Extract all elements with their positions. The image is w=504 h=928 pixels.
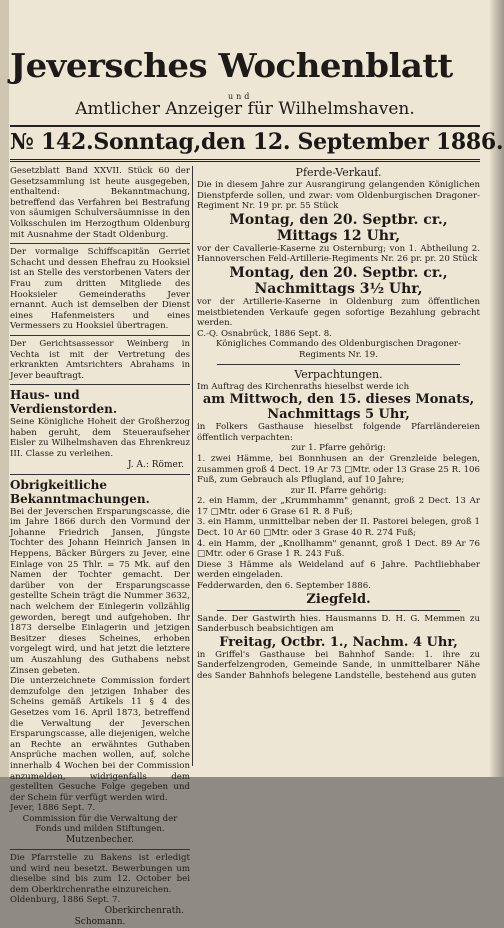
place-date-jever: Jever, 1886 Sept. 7.: [10, 803, 96, 814]
issue-line: [10, 129, 504, 155]
issue-date: den 12. September 1886.: [200, 129, 504, 155]
column-divider: [192, 166, 193, 766]
commission-name: Commission für die Verwaltung der Fonds und milden Stiftungen.: [22, 813, 178, 835]
ad-pferde-place: C.-Q. Osnabrück, 1886 Sept. 8.: [197, 328, 332, 339]
notice-commission: Die unterzeichnete Commission fordert demzufolge den jetzigen Inhaber des Scheins gemäß Artikels 11 § 4 des Gesetzes vom 16. April 1873, betreffend die Verwaltung der Jeverschen Ersparungscasse, alle diejenigen, welche an Rechte an erwähntes Guthaben Ansprüche machen wollen, auf, solche innerhalb 4 Wochen bei der Commission anzumelden, widrigenfalls dem gestellten Gesuche Folge gegeben und der Schein für verfügt werden wird.: [10, 676, 190, 803]
notice-pfarrstelle: Die Pfarrstelle zu Bakens ist erledigt und wird neu besetzt. Bewerbungen um dieselbe sind bis zum 12. October bei dem Oberkirchenrathe einzureichen.: [10, 853, 190, 895]
signature-mutzenbecher: Mutzenbecher.: [66, 835, 134, 846]
ad-verpachtungen-text-2: in Folkers Gasthause hieselbst folgende Pfarrländereien öffentlich verpachten:: [197, 422, 480, 443]
ad-verpachtungen-heading: Verpachtungen.: [294, 367, 383, 381]
ad-pferde-signature: Königliches Commando des Oldenburgischen Dragoner-Regiments Nr. 19.: [216, 339, 461, 360]
signature-roemer: J. A.: Römer.: [127, 459, 184, 470]
ad-verpachtungen-pfarre-2: zur II. Pfarre gehörig:: [290, 485, 387, 496]
signature-oberkirchenrath: Oberkirchenrath.: [104, 906, 184, 917]
ad-sande-text: Sande. Der Gastwirth hies. Hausmanns D. H. G. Memmen zu Sanderbusch beabsichtigen am: [197, 613, 480, 635]
ad-pferde-text: Die in diesem Jahre zur Ausrangirung gelangenden Königlichen Dienstpferde sollen, und zwar: vom Oldenburgischen Dragoner-Regiment Nr. 19 pr. pr. 55 Stück: [197, 180, 480, 212]
separator: [10, 384, 190, 385]
notice-weinberg: Der Gerichtsassessor Weinberg in Vechta ist mit der Vertretung des erkrankten Amtsrichters Abrahams in Jever beauftragt.: [10, 338, 190, 381]
signature-schomann: Schomann.: [74, 917, 126, 928]
ad-verpachtungen-item-2: 2. ein Hamm, der „Krummhamm" genannt, groß 2 Dect. 13 Ar 17 □Mtr. oder 6 Grase 61 R. 8 Fuß;: [197, 496, 480, 517]
issue-number: № 142.: [10, 129, 94, 155]
ad-pferde-text-2: vor der Cavallerie-Kaserne zu Osternburg; von 1. Abtheilung 2. Hannoverschen Feld-Artillerie-Regiments Nr. 26 pr. pr. 20 Stück: [197, 243, 480, 265]
notice-ehrenkreuz: Seine Königliche Hoheit der Großherzog haben geruht, dem Steueraufseher Eisler zu Wilhelmshaven das Ehrenkreuz III. Classe zu verleihen.: [10, 417, 190, 460]
newspaper-title: Jeversches Wochenblatt: [10, 46, 453, 85]
ad-pferde-date-2: Montag, den 20. Septbr. cr., Nachmittags 3½ Uhr,: [229, 264, 448, 297]
separator: [10, 335, 190, 336]
separator: [10, 849, 190, 850]
masthead: [10, 40, 480, 92]
separator: [217, 610, 460, 611]
notice-ersparungscasse: Bei der Jeverschen Ersparungscasse, die im Jahre 1866 durch den Vormund der Johanne Friedrich Jansen, Jüngste Tochter des Johann Heinrich Jansen in Heppens, Bäcker Bürgers zu Jever, eine Einlage von 25 Thlr. = 75 Mk. auf den Namen der Tochter gemacht. Der darüber von der Ersparungscasse gestellte Schein trägt die Nummer 3632, nach welchem der Einlegerin vollzählig geworden, beregt und aufgehoben. Ihr 1873 derselbe Einlagerin und jetzigen Besitzer dieses Scheines, erhoben vorgelegt wird, und hat jetzt die letztere um Auszahlung des Guthabens nebst Zinsen gebeten.: [10, 506, 190, 676]
ad-verpachtungen-signature: Ziegfeld.: [306, 591, 371, 607]
notice-gesetzblatt: Gesetzblatt Band XXVII. Stück 60 der Gesetzsammlung ist heute ausgegeben, enthaltend: Bekanntmachung, betreffend das Verfahren bei Bestrafung von säumigen Schulversäumnisse in den Volksschulen im Herzogthum Oldenburg mit Ausnahme der Stadt Oldenburg.: [10, 166, 190, 240]
place-date-oldenburg: Oldenburg, 1886 Sept. 7.: [10, 895, 121, 906]
masthead-rule: [10, 125, 480, 127]
ad-sande-date: Freitag, Octbr. 1., Nachm. 4 Uhr,: [219, 634, 458, 650]
ad-verpachtungen-place: Fedderwarden, den 6. September 1886.: [197, 581, 371, 592]
ad-verpachtungen-text-3: Diese 3 Hämme als Weideland auf 6 Jahre. Pachtliebhaber werden eingeladen.: [197, 559, 480, 581]
ad-verpachtungen-pfarre-1: zur 1. Pfarre gehörig:: [291, 443, 386, 454]
separator: [10, 243, 190, 244]
ad-sande-text-2: in Griffel's Gasthause bei Bahnhof Sande: 1. ihre zu Sanderfelzengroden, Gemeinde Sande, in unmittelbarer Nähe des Sander Bahnhofs belegene Landstelle, bestehend aus guten: [197, 649, 480, 681]
heading-bekanntmachungen: Obrigkeitliche Bekanntmachungen.: [10, 477, 150, 506]
masthead-und: und: [228, 92, 253, 101]
ad-pferde-date-1: Montag, den 20. Septbr. cr., Mittags 12 Uhr,: [229, 211, 448, 244]
ad-pferde-heading: Pferde-Verkauf.: [295, 166, 382, 179]
ad-pferde-text-3: vor der Artillerie-Kaserne in Oldenburg zum öffentlichen meistbietenden Verkaufe gegen sofortige Bezahlung gebracht werden.: [197, 296, 480, 329]
notice-schacht: Der vormalige Schiffscapitän Gerriet Schacht und dessen Ehefrau zu Hooksiel ist an Stelle des verstorbenen Vaters der Frau zum dritten Mitgliede des Hooksieler Gemeinderaths Jever ernannt. Auch ist demselben der Dienst eines Hafenmeisters und eines Vermessers zu Hooksiel übertragen.: [10, 247, 190, 332]
ad-verpachtungen-date: am Mittwoch, den 15. dieses Monats, Nachmittags 5 Uhr,: [202, 392, 475, 423]
separator: [217, 364, 460, 365]
issue-rule: [10, 159, 480, 162]
left-column: [10, 166, 190, 928]
ad-verpachtungen-item-4: 4. ein Hamm, der „Knollhamm" genannt, groß 1 Dect. 89 Ar 76 □Mtr. oder 6 Grase 1 R. 243 Fuß.: [197, 538, 480, 560]
issue-day: Sonntag,: [93, 129, 201, 155]
ad-verpachtungen-text: Im Auftrag des Kirchenraths hieselbst werde ich: [197, 381, 410, 392]
newspaper-subtitle: Amtlicher Anzeiger für Wilhelmshaven.: [75, 99, 415, 119]
ad-verpachtungen-item-3: 3. ein Hamm, unmittelbar neben der II. Pastorei belegen, groß 1 Dect. 10 Ar 60 □Mtr. oder 3 Grase 40 R. 274 Fuß;: [197, 517, 480, 539]
separator: [10, 474, 190, 475]
heading-orden: Haus- und Verdienstorden.: [10, 388, 118, 417]
left-page-margin: [0, 0, 9, 777]
right-column: [197, 166, 480, 771]
ad-verpachtungen-item-1: 1. zwei Hämme, bei Bonnhusen an der Grenzleide belegen, zusammen groß 4 Dect. 19 Ar 73 □Mtr. oder 13 Grase 25 R. 106 Fuß, zum Gebrauch als Pflugland, auf 10 Jahre;: [197, 453, 480, 486]
page-edge-shadow: [490, 0, 504, 777]
